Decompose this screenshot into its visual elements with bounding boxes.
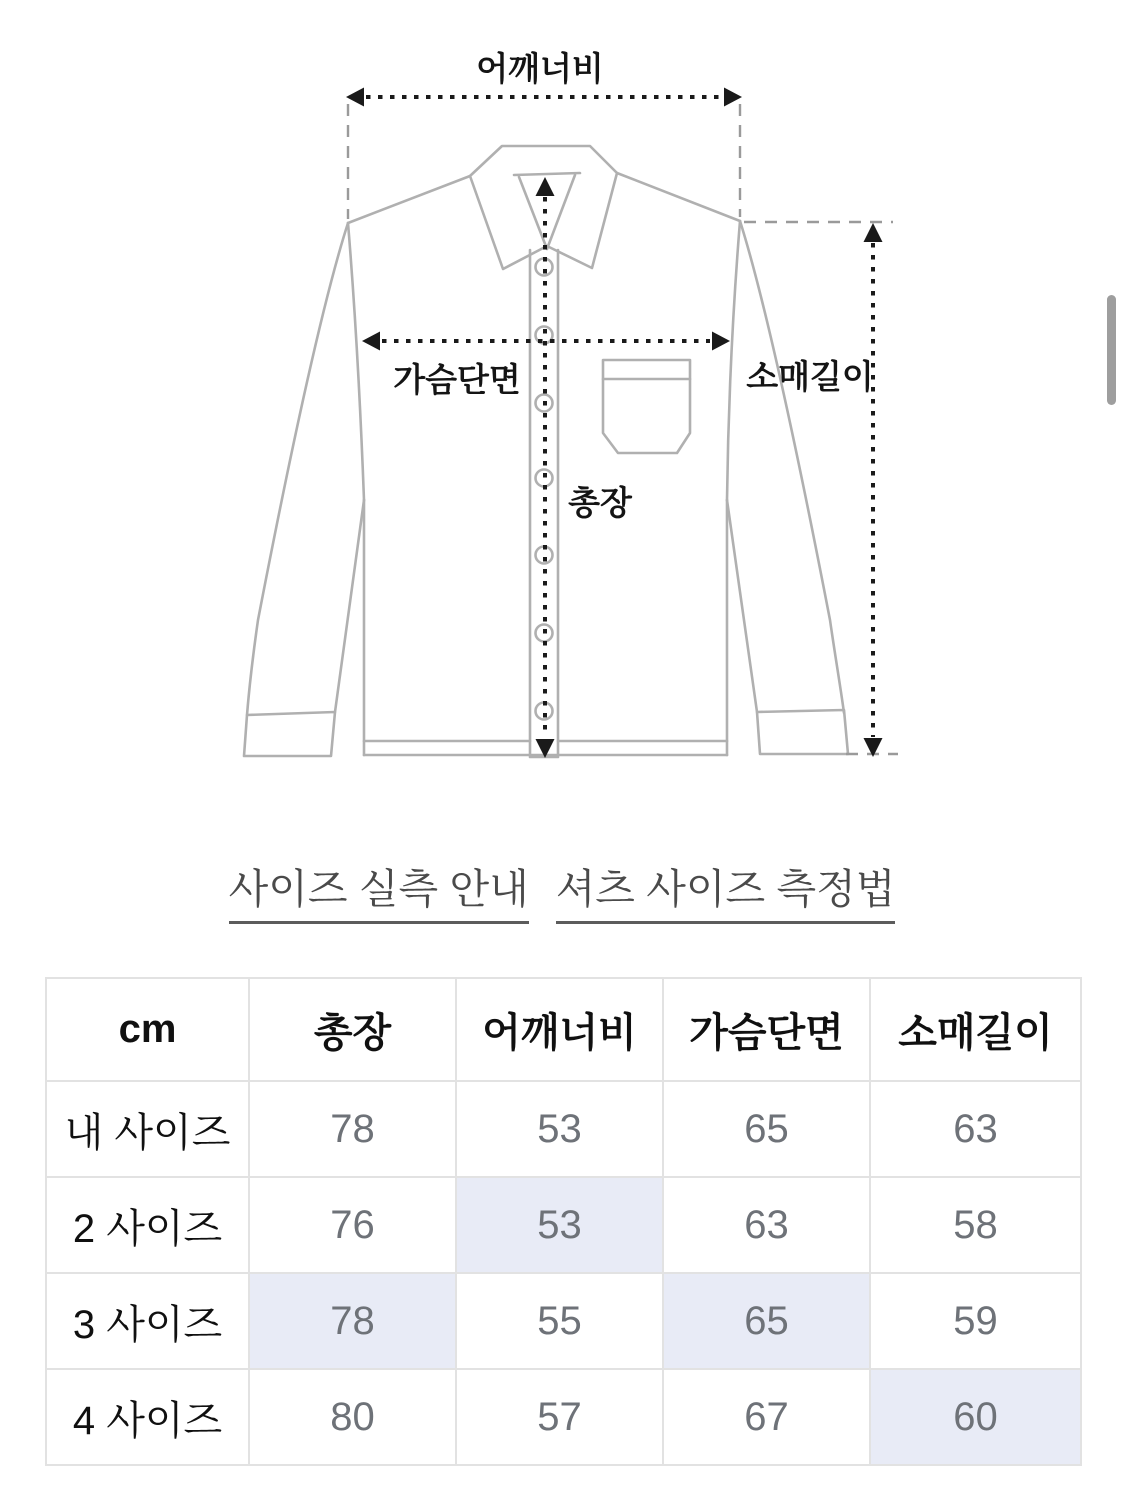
size-value-cell: 60 xyxy=(870,1369,1081,1465)
size-value-cell: 76 xyxy=(249,1177,456,1273)
column-header-chest: 가슴단면 xyxy=(663,978,870,1081)
size-value-cell: 65 xyxy=(663,1273,870,1369)
size-row-label: 4 사이즈 xyxy=(46,1369,249,1465)
column-header-total-length: 총장 xyxy=(249,978,456,1081)
size-row-label: 내 사이즈 xyxy=(46,1081,249,1177)
size-value-cell: 58 xyxy=(870,1177,1081,1273)
size-table-body xyxy=(46,1081,1081,1465)
size-value-cell: 63 xyxy=(663,1177,870,1273)
size-value-cell: 78 xyxy=(249,1081,456,1177)
size-value-cell: 55 xyxy=(456,1273,663,1369)
size-value-cell: 78 xyxy=(249,1273,456,1369)
sleeve-length-label: 소매길이 xyxy=(746,358,874,395)
size-measure-guide-link[interactable]: 사이즈 실측 안내 xyxy=(229,856,529,924)
size-table-row-1 xyxy=(46,1177,1081,1273)
size-value-cell: 65 xyxy=(663,1081,870,1177)
sleeve-length-arrow xyxy=(864,223,883,757)
size-table-row-2 xyxy=(46,1273,1081,1369)
unit-header-cell: cm xyxy=(46,978,249,1081)
size-value-cell: 53 xyxy=(456,1081,663,1177)
size-value-cell: 59 xyxy=(870,1273,1081,1369)
size-value-cell: 67 xyxy=(663,1369,870,1465)
size-table-header-row xyxy=(46,978,1081,1081)
shirt-measure-method-link[interactable]: 셔츠 사이즈 측정법 xyxy=(556,856,896,924)
chest-width-label: 가슴단면 xyxy=(393,361,521,398)
size-row-label: 3 사이즈 xyxy=(46,1273,249,1369)
size-table-container xyxy=(45,977,1080,1466)
size-table xyxy=(45,977,1082,1466)
size-value-cell: 57 xyxy=(456,1369,663,1465)
guide-lines xyxy=(348,104,898,754)
shoulder-width-arrow xyxy=(346,88,742,107)
size-table-row-3 xyxy=(46,1369,1081,1465)
size-value-cell: 53 xyxy=(456,1177,663,1273)
column-header-sleeve: 소매길이 xyxy=(870,978,1081,1081)
size-value-cell: 80 xyxy=(249,1369,456,1465)
column-header-shoulder: 어깨너비 xyxy=(456,978,663,1081)
size-row-label: 2 사이즈 xyxy=(46,1177,249,1273)
size-guide-links xyxy=(0,856,1124,924)
size-table-row-0 xyxy=(46,1081,1081,1177)
scrollbar-thumb[interactable] xyxy=(1107,295,1116,405)
total-length-label: 총장 xyxy=(568,484,632,521)
shoulder-width-label: 어깨너비 xyxy=(476,50,604,87)
size-value-cell: 63 xyxy=(870,1081,1081,1177)
